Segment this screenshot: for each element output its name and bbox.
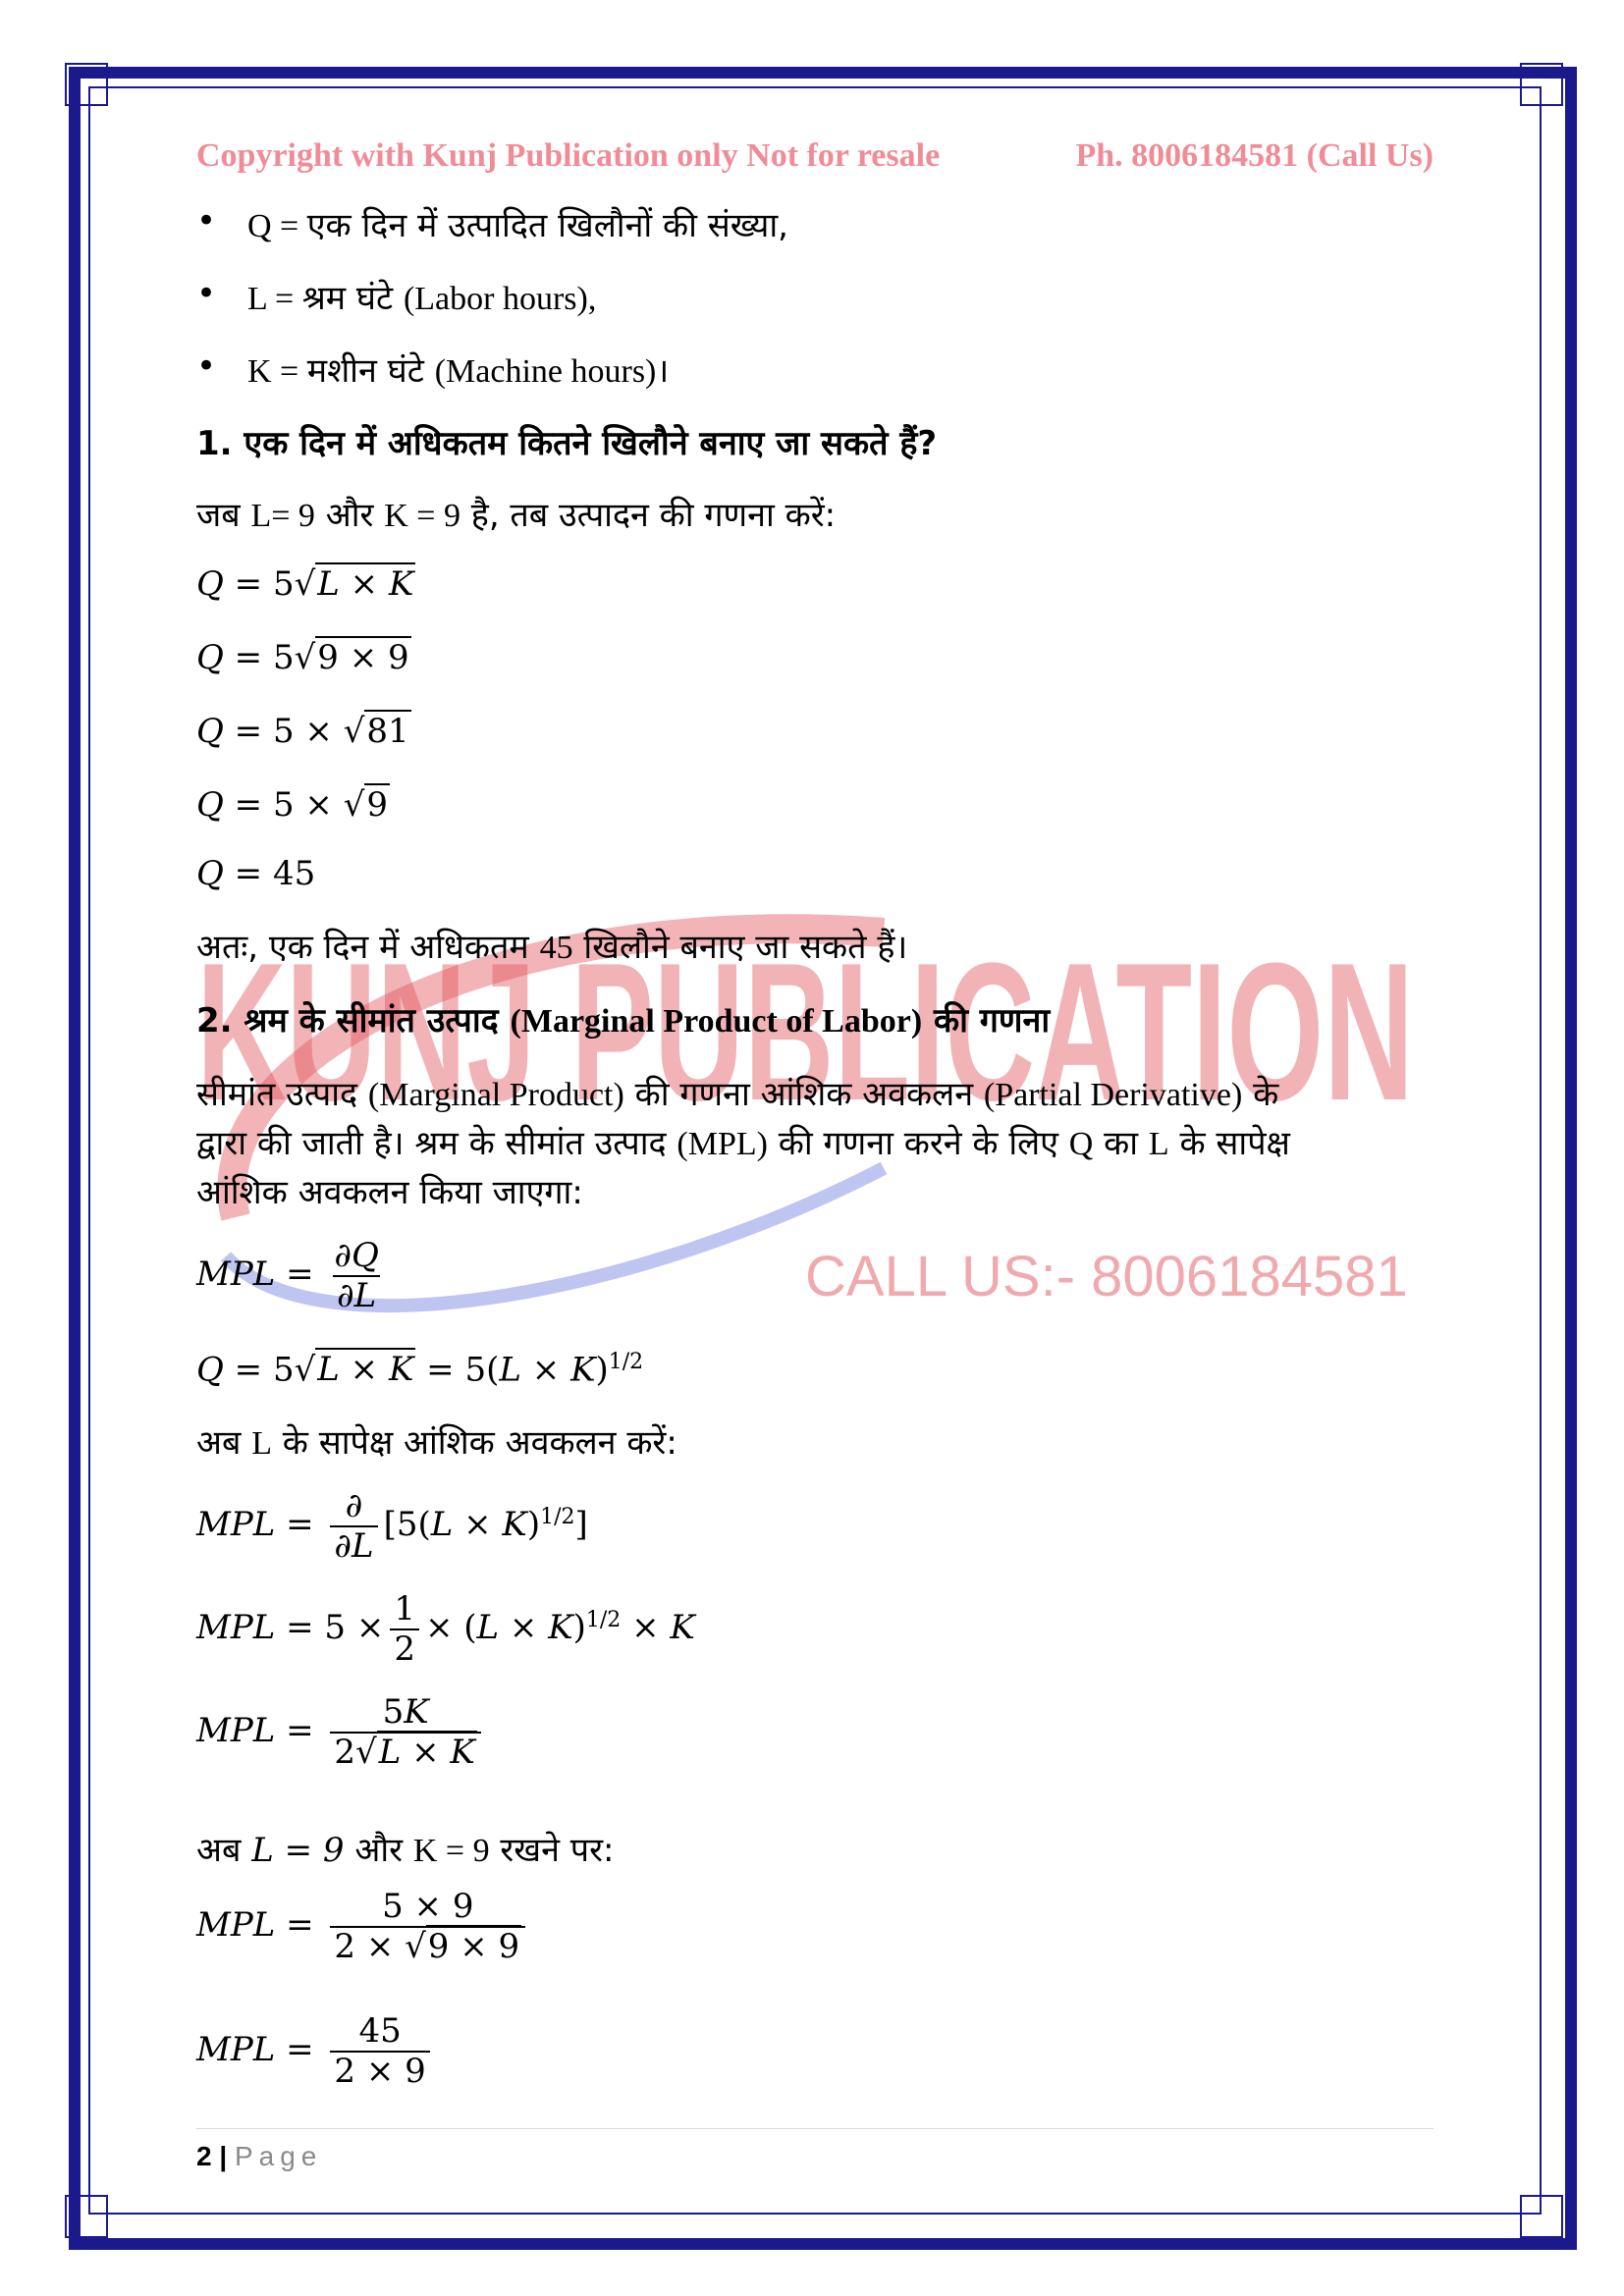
bullet-item: • K = मशीन घंटे (Machine hours)।	[247, 347, 669, 392]
section2-heading: 2. श्रम के सीमांत उत्पाद (Marginal Product of Labor) की गणना	[196, 1001, 1051, 1041]
phone-text: Ph. 8006184581 (Call Us)	[1075, 137, 1434, 174]
mpl-derivative-step-2: MPL = 5 × $\frac{1}{2}$ × $(L \times K)^{1/2} \times K$	[196, 1589, 695, 1670]
copyright-text: Copyright with Kunj Publication only Not for resale	[196, 137, 941, 174]
equation-step-4: Q = 5 × √9	[196, 785, 389, 825]
corner-ornament-bl	[65, 2195, 108, 2238]
footer-separator: |	[211, 2141, 235, 2171]
section1-intro: जब L= 9 और K = 9 है, तब उत्पादन की गणना करें:	[196, 496, 837, 535]
mpl-substituted-step-1: MPL = $\frac{5 \times 9}{2 \times √9 \times 9}$	[196, 1888, 531, 1966]
bullet-item: • L = श्रम घंटे (Labor hours),	[247, 274, 596, 319]
section2-para-line2: द्वारा की जाती है। श्रम के सीमांत उत्पाद (MPL) की गणना करने के लिए Q का L के सापेक्ष	[196, 1124, 1290, 1163]
watermark-call: CALL US:- 8006184581	[805, 1245, 1408, 1308]
bullet-item: • Q = एक दिन में उत्पादित खिलौनों की संख्या,	[247, 201, 788, 246]
mpl-derivative-step-3: MPL = $\frac{5K}{2√L \times K}$	[196, 1693, 487, 1772]
substitute-values: अब L = 9 और K = 9 रखने पर:	[196, 1831, 615, 1870]
watermark-title: KUNJ PUBLICATION	[196, 923, 1414, 1142]
corner-ornament-tl	[65, 63, 108, 106]
equation-step-2: Q = 5√9 × 9	[196, 638, 409, 677]
page-label: Page	[234, 2141, 323, 2171]
section1-conclusion: अतः, एक दिन में अधिकतम 45 खिलौने बनाए जा सकते हैं।	[196, 928, 908, 967]
q-power-form: $Q = 5√L \times K = 5(L \times K)^{1/2}$	[196, 1350, 644, 1390]
section2-para-line1: सीमांत उत्पाद (Marginal Product) की गणना आंशिक अवकलन (Partial Derivative) के	[196, 1075, 1279, 1114]
partial-wrt-l: अब L के सापेक्ष आंशिक अवकलन करें:	[196, 1423, 677, 1463]
page-footer	[196, 2128, 1434, 2172]
equation-step-3: Q = 5 × √81	[196, 712, 409, 751]
section2-para-line3: आंशिक अवकलन किया जाएगा:	[196, 1173, 583, 1212]
corner-ornament-tr	[1520, 63, 1563, 106]
page-number: 2	[196, 2141, 212, 2171]
page-header	[196, 137, 1434, 175]
equation-step-1: Q = 5√L × K	[196, 564, 414, 604]
corner-ornament-br	[1520, 2195, 1563, 2238]
mpl-definition: MPL = $\frac{\partial Q}{\partial L}$	[196, 1236, 379, 1316]
equation-step-5: Q = 45	[196, 854, 316, 893]
mpl-derivative-step-1: MPL = $\frac{\partial}{\partial L}$ $[5(L \times K)^{1/2}]$	[196, 1486, 588, 1567]
section1-heading: 1. एक दिन में अधिकतम कितने खिलौने बनाए जा सकते हैं?	[196, 424, 938, 463]
mpl-substituted-step-2: MPL = $\frac{45}{2 \times 9}$	[196, 2012, 436, 2091]
